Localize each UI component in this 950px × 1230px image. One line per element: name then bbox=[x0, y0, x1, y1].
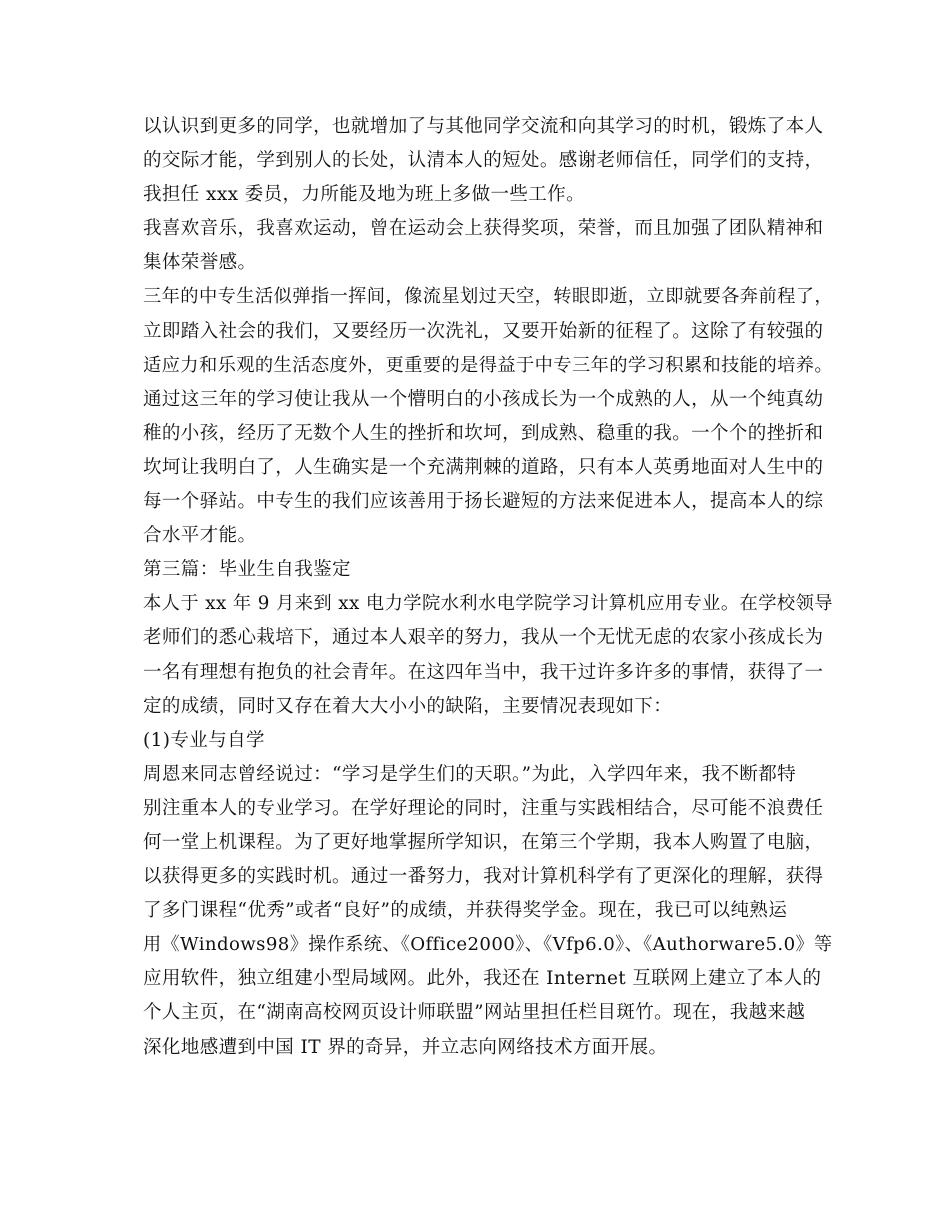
text-line: 了多门课程“优秀”或者“良好”的成绩，并获得奖学金。现在，我已可以纯熟运 bbox=[143, 900, 788, 922]
text-line: 每一个驿站。中专生的我们应该善用于扬长避短的方法来促进本人，提高本人的综 bbox=[143, 491, 824, 513]
text-line: 个人主页，在“湖南高校网页设计师联盟”网站里担任栏目斑竹。现在，我越来越 bbox=[143, 1002, 806, 1024]
text-line: 应用软件，独立组建小型局域网。此外，我还在 Internet 互联网上建立了本人的 bbox=[143, 968, 822, 990]
text-line: 深化地感遭到中国 IT 界的奇异，并立志向网络技术方面开展。 bbox=[143, 1036, 668, 1058]
text-line: 的交际才能，学到别人的长处，认清本人的短处。感谢老师信任，同学们的支持， bbox=[143, 150, 824, 172]
text-line: 我担任 xxx 委员，力所能及地为班上多做一些工作。 bbox=[143, 184, 585, 206]
text-line: 周恩来同志曾经说过：“学习是学生们的天职。”为此，入学四年来，我不断都特 bbox=[143, 763, 797, 785]
text-line: 通过这三年的学习使让我从一个懵明白的小孩成长为一个成熟的人，从一个纯真幼 bbox=[143, 388, 824, 410]
text-line: 何一堂上机课程。为了更好地掌握所学知识，在第三个学期，我本人购置了电脑， bbox=[143, 831, 824, 853]
subsection-heading: (1)专业与自学 bbox=[143, 729, 265, 751]
text-line: 坎坷让我明白了，人生确实是一个充满荆棘的道路，只有本人英勇地面对人生中的 bbox=[143, 456, 824, 478]
text-line: 三年的中专生活似弹指一挥间，像流星划过天空，转眼即逝，立即就要各奔前程了， bbox=[143, 286, 834, 308]
text-line: 适应力和乐观的生活态度外，更重要的是得益于中专三年的学习积累和技能的培养。 bbox=[143, 354, 834, 376]
document-body bbox=[143, 110, 834, 1065]
text-line: 本人于 xx 年 9 月来到 xx 电力学院水利水电学院学习计算机应用专业。在学校领导 bbox=[143, 593, 833, 615]
text-line: 合水平才能。 bbox=[143, 525, 257, 547]
text-line: 以获得更多的实践时机。通过一番努力，我对计算机科学有了更深化的理解，获得 bbox=[143, 866, 824, 888]
text-line: 以认识到更多的同学，也就增加了与其他同学交流和向其学习的时机，锻炼了本人 bbox=[143, 116, 824, 137]
text-line: 立即踏入社会的我们，又要经历一次洗礼，又要开始新的征程了。这除了有较强的 bbox=[143, 320, 824, 342]
text-line: 定的成绩，同时又存在着大大小小的缺陷，主要情况表现如下： bbox=[143, 695, 673, 717]
text-line: 用《Windows98》操作系统、《Office2000》、《Vfp6.0》、《Authorware5.0》等 bbox=[143, 934, 833, 956]
text-line: 集体荣誉感。 bbox=[143, 252, 257, 274]
text-line: 我喜欢音乐，我喜欢运动，曾在运动会上获得奖项，荣誉，而且加强了团队精神和 bbox=[143, 218, 824, 240]
section-heading: 第三篇：毕业生自我鉴定 bbox=[143, 559, 351, 581]
text-line: 一名有理想有抱负的社会青年。在这四年当中，我干过许多许多的事情，获得了一 bbox=[143, 661, 824, 683]
text-line: 稚的小孩，经历了无数个人生的挫折和坎坷，到成熟、稳重的我。一个个的挫折和 bbox=[143, 422, 824, 444]
text-line: 别注重本人的专业学习。在学好理论的同时，注重与实践相结合，尽可能不浪费任 bbox=[143, 797, 824, 819]
text-line: 老师们的悉心栽培下，通过本人艰辛的努力，我从一个无忧无虑的农家小孩成长为 bbox=[143, 627, 824, 649]
